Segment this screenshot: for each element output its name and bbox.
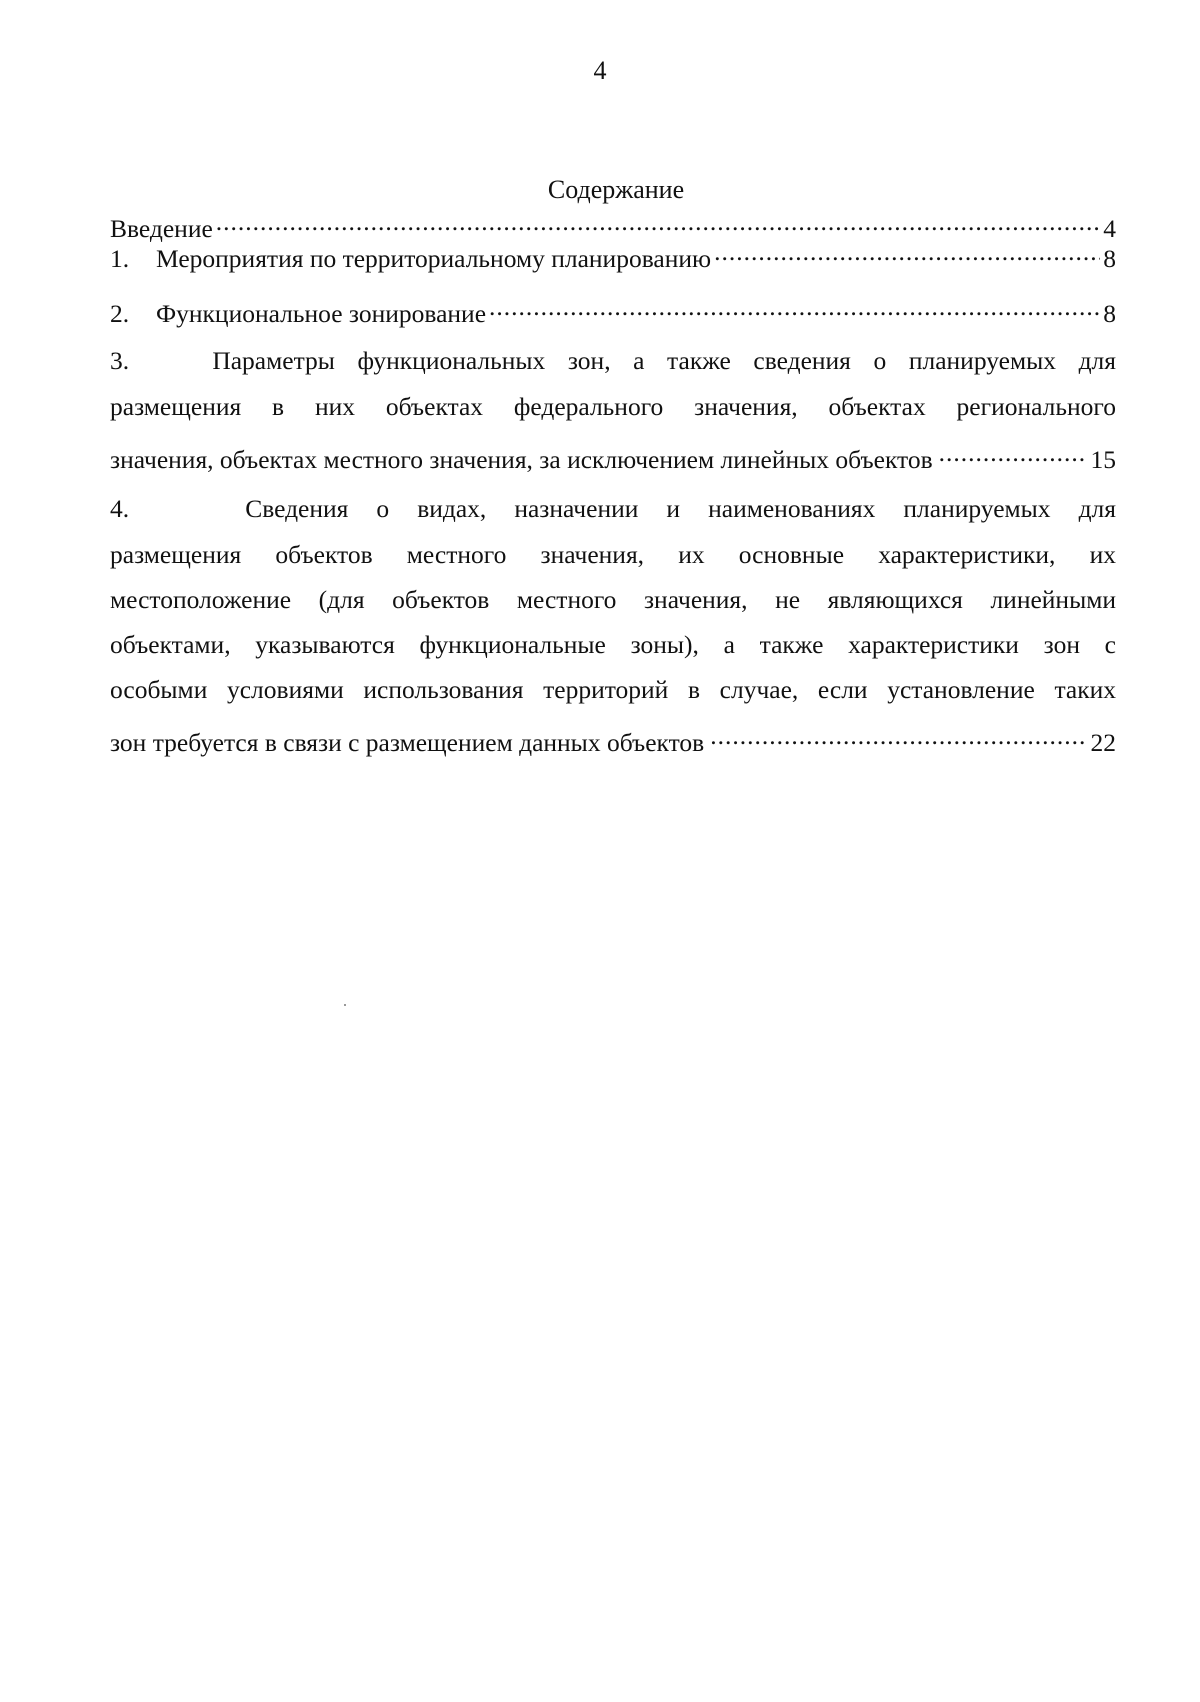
toc-entry-4-line-5: особыми условиями использования территорий в случае, если установление таких <box>110 675 1116 704</box>
toc-entry-page: 15 <box>1090 445 1116 474</box>
toc-entry-text: зон требуется в связи с размещением данных объектов <box>110 728 705 757</box>
toc-entry-text: Введение <box>110 214 213 243</box>
toc-entry-4-line-2: размещения объектов местного значения, их основные характеристики, их <box>110 540 1116 569</box>
toc-title: Содержание <box>547 175 685 204</box>
toc-entry-number: 1. <box>110 244 130 273</box>
toc-entry-number: 4. <box>110 494 130 523</box>
toc-entry-3-last-line <box>110 438 1116 474</box>
dot-leader <box>939 438 1087 468</box>
dot-leader <box>216 207 1100 237</box>
page-number: 4 <box>593 56 607 85</box>
toc-entry-4-line-1 <box>110 494 1116 524</box>
scan-speck <box>344 1004 346 1006</box>
dot-leader <box>714 237 1100 267</box>
toc-entry-2[interactable] <box>110 292 1116 328</box>
toc-entry-1[interactable] <box>110 237 1116 273</box>
toc-entry-4-line-4: объектами, указываются функциональные зоны), а также характеристики зон с <box>110 630 1116 659</box>
dot-leader <box>710 721 1086 751</box>
toc-entry-introduction[interactable] <box>110 207 1116 243</box>
toc-entry-3-line-2: размещения в них объектах федерального значения, объектах регионального <box>110 392 1116 421</box>
toc-entry-page: 8 <box>1103 244 1116 273</box>
toc-entry-text: Мероприятия по территориальному планированию <box>156 244 712 273</box>
toc-entry-number: 3. <box>110 346 130 375</box>
toc-entry-3-line-1 <box>110 346 1116 376</box>
toc-entry-text: значения, объектах местного значения, за исключением линейных объектов <box>110 445 933 474</box>
toc-entry-page: 22 <box>1090 728 1116 757</box>
toc-entry-page: 4 <box>1103 214 1116 243</box>
toc-entry-number: 2. <box>110 299 130 328</box>
toc-entry-page: 8 <box>1103 299 1116 328</box>
toc-entry-text: Сведения о видах, назначении и наименованиях планируемых для <box>245 494 1116 523</box>
toc-entry-4-line-3: местоположение (для объектов местного значения, не являющихся линейными <box>110 585 1116 614</box>
dot-leader <box>489 292 1100 322</box>
toc-entry-4-last-line <box>110 721 1116 757</box>
toc-entry-text: Функциональное зонирование <box>156 299 487 328</box>
toc-entry-text: Параметры функциональных зон, а также сведения о планируемых для <box>212 346 1117 375</box>
